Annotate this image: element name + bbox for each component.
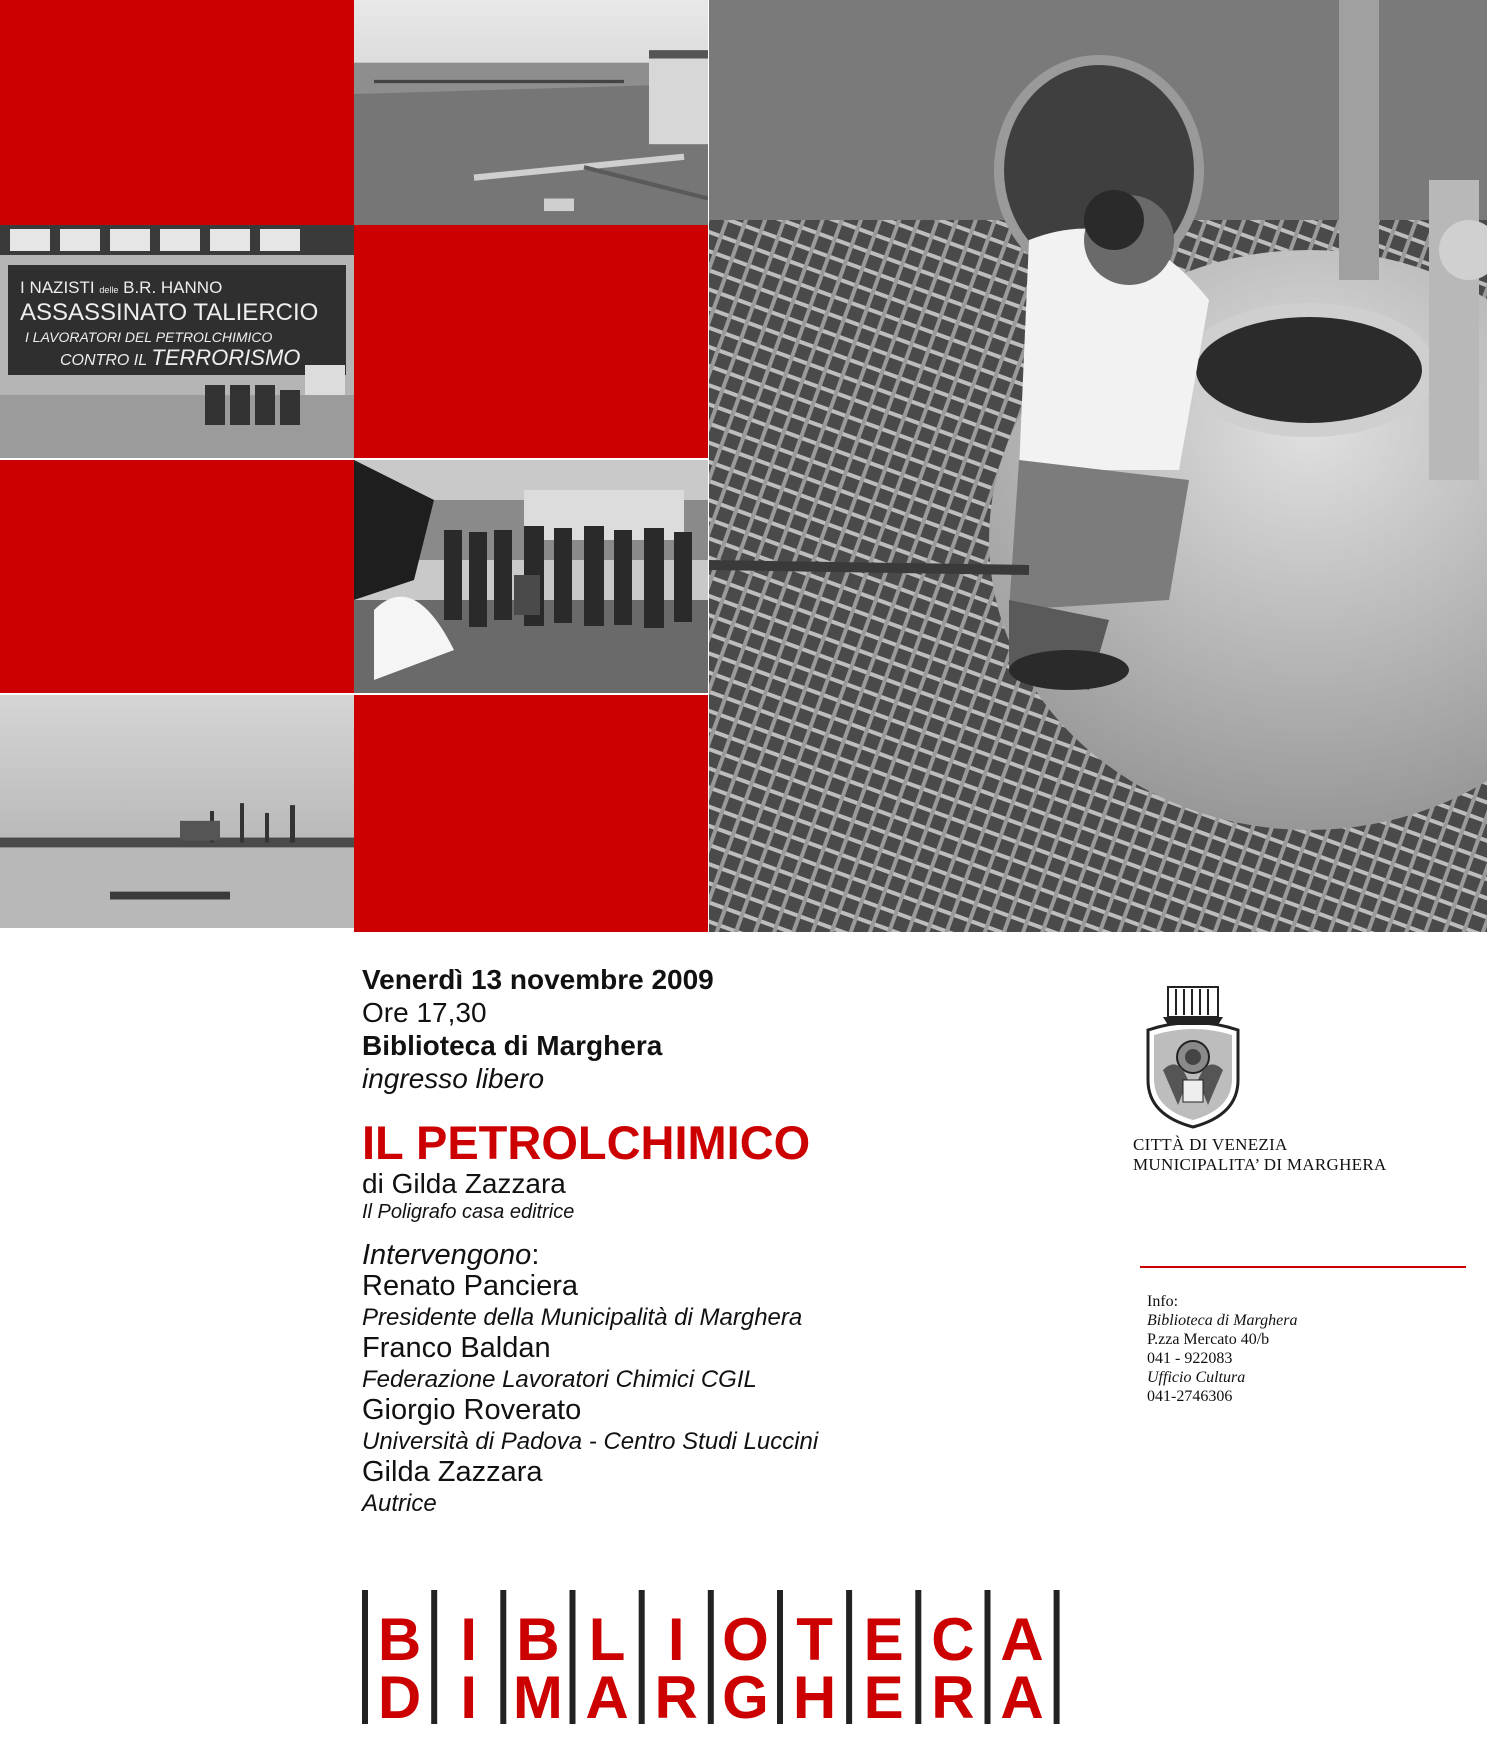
speaker-role: Federazione Lavoratori Chimici CGIL: [362, 1366, 757, 1393]
event-date: Venerdì 13 novembre 2009: [362, 964, 714, 995]
logo-letter: A: [585, 1664, 629, 1724]
logo-bar: [915, 1590, 921, 1724]
logo-letter: G: [722, 1664, 769, 1724]
logo-letter: I: [667, 1606, 685, 1673]
venice-lion-crest-icon: [1138, 985, 1248, 1130]
logo-letter: T: [796, 1606, 833, 1673]
event-venue: Biblioteca di Marghera: [362, 1030, 663, 1061]
info-contact: [1147, 1292, 1298, 1406]
logo-letter: I: [460, 1664, 478, 1724]
logo-letter: R: [654, 1664, 698, 1724]
logo-letter: D: [377, 1664, 422, 1724]
info-address: P.zza Mercato 40/b: [1147, 1331, 1270, 1348]
logo-letter: R: [931, 1664, 975, 1724]
info-phone: 041 - 922083: [1147, 1350, 1233, 1367]
event-entry: ingresso libero: [362, 1063, 545, 1094]
red-panel: [0, 460, 354, 693]
landscape-photo: [354, 0, 708, 233]
logo-letter: H: [792, 1664, 837, 1724]
logo-bar: [639, 1590, 645, 1724]
logo-bar: [985, 1590, 991, 1724]
info-phone: 041-2746306: [1147, 1388, 1233, 1405]
event-time: Ore 17,30: [362, 997, 487, 1028]
logo-letter: B: [516, 1606, 560, 1673]
speaker-role: Università di Padova - Centro Studi Luccini: [362, 1428, 819, 1455]
logo-bar: [500, 1590, 506, 1724]
banner-line-2: ASSASSINATO TALIERCIO: [20, 299, 319, 326]
logo-letter: E: [863, 1606, 904, 1673]
worker-photo: [709, 0, 1487, 932]
event-details: [362, 963, 1122, 1519]
logo-bar: [570, 1590, 576, 1724]
info-office: Ufficio Cultura: [1147, 1369, 1246, 1386]
book-author: di Gilda Zazzara: [362, 1168, 566, 1199]
logo-letter: M: [512, 1664, 563, 1724]
logo-bar: [708, 1590, 714, 1724]
info-venue: Biblioteca di Marghera: [1147, 1312, 1298, 1329]
speaker-name: Franco Baldan: [362, 1332, 551, 1364]
book-title: IL PETROLCHIMICO: [362, 1116, 811, 1169]
logo-bar: [431, 1590, 437, 1724]
municipality-name: [1133, 1135, 1387, 1175]
logo-letter: E: [863, 1664, 904, 1724]
speaker-role: Presidente della Municipalità di Marghera: [362, 1304, 803, 1331]
logo-bar: [362, 1590, 368, 1724]
banner-line-3: I LAVORATORI DEL PETROLCHIMICO: [25, 329, 273, 345]
info-label: Info:: [1147, 1293, 1179, 1310]
demonstration-photo: [354, 460, 708, 693]
protest-banner-photo: [0, 225, 354, 458]
logo-bar: [846, 1590, 852, 1724]
biblioteca-di-marghera-logo: [362, 1590, 1064, 1724]
speaker-name: Renato Panciera: [362, 1270, 579, 1302]
logo-bar: [1054, 1590, 1060, 1724]
speaker-name: Giorgio Roverato: [362, 1394, 582, 1426]
divider: [1140, 1266, 1466, 1268]
speaker-role: Autrice: [362, 1490, 437, 1517]
logo-letter: B: [377, 1606, 422, 1673]
banner-line-4: CONTRO IL TERRORISMO: [60, 345, 301, 370]
logo-letter: A: [1000, 1664, 1044, 1724]
speakers-heading: Intervengono:: [362, 1239, 540, 1271]
logo-bar: [777, 1590, 783, 1724]
banner-line-1: I NAZISTI delle B.R. HANNO: [20, 278, 223, 297]
municipality-line-1: CITTÀ DI VENEZIA: [1133, 1135, 1288, 1154]
speaker-name: Gilda Zazzara: [362, 1456, 543, 1488]
red-panel: [354, 695, 708, 932]
red-panel: [354, 225, 708, 458]
logo-letter: A: [1000, 1606, 1044, 1673]
logo-letter: L: [588, 1606, 626, 1673]
book-publisher: Il Poligrafo casa editrice: [362, 1201, 575, 1223]
logo-letter: I: [460, 1606, 478, 1673]
municipality-line-2: MUNICIPALITA’ DI MARGHERA: [1133, 1155, 1387, 1174]
logo-letter: C: [931, 1606, 975, 1673]
red-panel: [0, 0, 354, 233]
logo-letter: O: [722, 1606, 769, 1673]
lagoon-industry-photo: [0, 695, 354, 928]
